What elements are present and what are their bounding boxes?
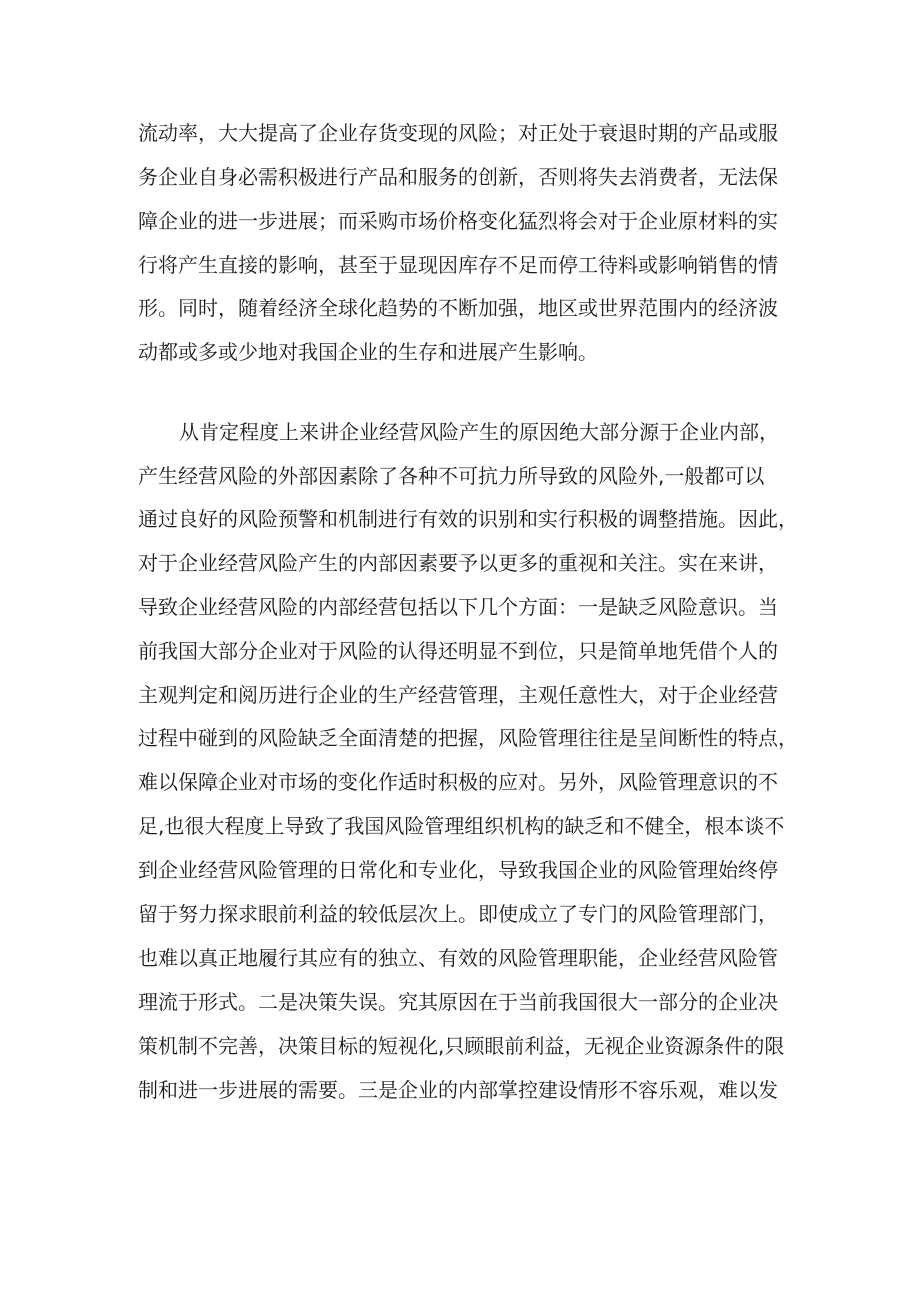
paragraph-2-line-8: 过程中碰到的风险缺乏全面清楚的把握，风险管理往往是呈间断性的特点， bbox=[138, 726, 798, 750]
paragraph-2-line-13: 也难以真正地履行其应有的独立、有效的风险管理职能，企业经营风险管 bbox=[138, 946, 778, 970]
paragraph-2-line-11: 到企业经营风险管理的日常化和专业化，导致我国企业的风险管理始终停 bbox=[138, 858, 778, 882]
paragraph-2-line-7: 主观判定和阅历进行企业的生产经营管理，主观任意性大，对于企业经营 bbox=[138, 683, 778, 707]
paragraph-2-line-5: 导致企业经营风险的内部经营包括以下几个方面：一是缺乏风险意识。当 bbox=[138, 595, 778, 619]
paragraph-2-line-15: 策机制不完善，决策目标的短视化,只顾眼前利益，无视企业资源条件的限 bbox=[138, 1034, 785, 1058]
paragraph-2-line-12: 留于努力探求眼前利益的较低层次上。即使成立了专门的风险管理部门， bbox=[138, 902, 778, 926]
paragraph-1-line-3: 障企业的进一步进展；而采购市场价格变化猛烈将会对于企业原材料的实 bbox=[138, 209, 778, 233]
paragraph-2-line-4: 对于企业经营风险产生的内部因素要予以更多的重视和关注。实在来讲， bbox=[138, 551, 778, 575]
paragraph-1-line-1: 流动率，大大提高了企业存货变现的风险；对正处于衰退时期的产品或服 bbox=[138, 121, 778, 145]
paragraph-2-line-6: 前我国大部分企业对于风险的认得还明显不到位，只是简单地凭借个人的 bbox=[138, 639, 778, 663]
paragraph-2-line-10: 足,也很大程度上导致了我国风险管理组织机构的缺乏和不健全，根本谈不 bbox=[138, 814, 785, 838]
paragraph-1-line-6: 动都或多或少地对我国企业的生存和进展产生影响。 bbox=[138, 340, 598, 364]
paragraph-1-line-4: 行将产生直接的影响，甚至于显现因库存不足而停工待料或影响销售的情 bbox=[138, 253, 778, 277]
paragraph-2-line-9: 难以保障企业对市场的变化作适时积极的应对。另外，风险管理意识的不 bbox=[138, 770, 778, 794]
paragraph-2-line-1: 从肯定程度上来讲企业经营风险产生的原因绝大部分源于企业内部， bbox=[179, 420, 779, 444]
paragraph-1-line-2: 务企业自身必需积极进行产品和服务的创新，否则将失去消费者，无法保 bbox=[138, 165, 778, 189]
paragraph-2-line-14: 理流于形式。二是决策失误。究其原因在于当前我国很大一部分的企业决 bbox=[138, 990, 778, 1014]
paragraph-2-line-16: 制和进一步进展的需要。三是企业的内部掌控建设情形不容乐观，难以发 bbox=[138, 1078, 778, 1102]
paragraph-1-line-5: 形。同时，随着经济全球化趋势的不断加强，地区或世界范围内的经济波 bbox=[138, 296, 778, 320]
paragraph-2-line-2: 产生经营风险的外部因素除了各种不可抗力所导致的风险外,一般都可以 bbox=[138, 464, 765, 488]
paragraph-2-line-3: 通过良好的风险预警和机制进行有效的识别和实行积极的调整措施。因此， bbox=[138, 507, 798, 531]
